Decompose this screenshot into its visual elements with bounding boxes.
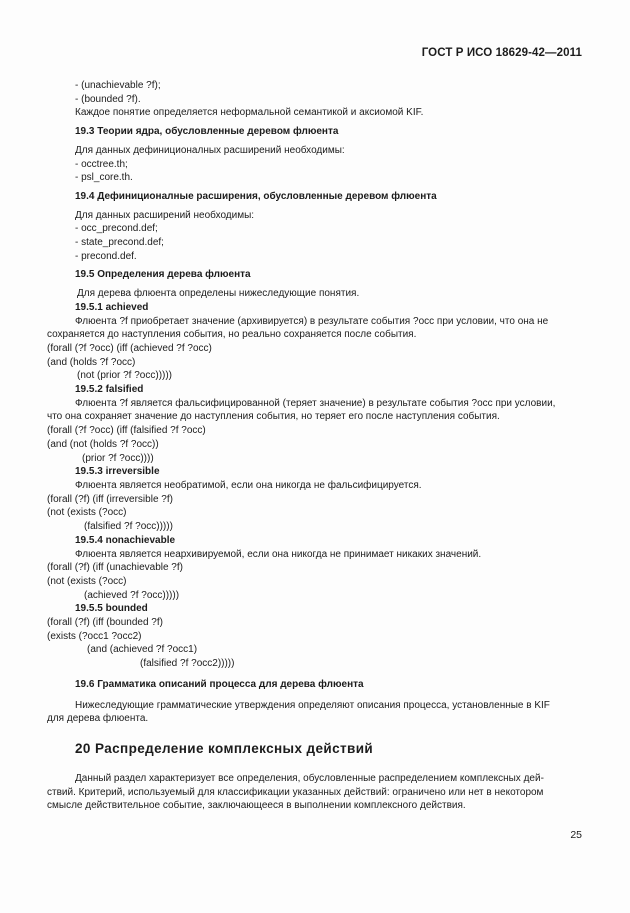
code-line: (forall (?f) (iff (irreversible ?f) xyxy=(47,493,173,505)
code-line: (not (exists (?occ) xyxy=(47,507,127,519)
section-19-6-title: 19.6 Грамматика описаний процесса для дерева флюента xyxy=(75,678,364,690)
list-item: - precond.def. xyxy=(75,250,137,262)
list-item: - psl_core.th. xyxy=(75,172,133,184)
section-20-text: ствий. Критерий, используемый для классификации указанных действий: ограничено или нет в некотором xyxy=(47,786,544,798)
page-content xyxy=(47,79,584,813)
code-line: (and (achieved ?f ?occ1) xyxy=(87,644,198,656)
code-line: (achieved ?f ?occ))))) xyxy=(84,589,180,601)
achieved-text: сохраняется до наступления события, но реально сохраняется после события. xyxy=(47,329,417,341)
bounded-heading: 19.5.5 bounded xyxy=(75,603,148,615)
code-line: (forall (?f) (iff (bounded ?f) xyxy=(47,617,163,629)
section-20-text: смысле действительное событие, заключающееся в выполнении комплексного действия. xyxy=(47,800,466,812)
section-19-3-intro: Для данных дефиниционалных расширений необходимы: xyxy=(75,144,345,156)
code-line: (falsified ?f ?occ))))) xyxy=(84,521,173,533)
list-item: - (bounded ?f). xyxy=(75,93,141,105)
section-19-4-title: 19.4 Дефиниционалные расширения, обусловленные деревом флюента xyxy=(75,190,437,202)
irreversible-heading: 19.5.3 irreversible xyxy=(75,466,160,478)
list-item: - (unachievable ?f); xyxy=(75,80,161,91)
code-line: (and (holds ?f ?occ) xyxy=(47,356,136,368)
code-line: (forall (?f ?occ) (iff (falsified ?f ?occ) xyxy=(47,425,206,437)
code-line: (and (not (holds ?f ?occ)) xyxy=(47,438,159,450)
section-19-6-text: Нижеследующие грамматические утверждения определяют описания процесса, установленные в KIF xyxy=(75,699,550,711)
section-19-3-title: 19.3 Теории ядра, обусловленные деревом флюента xyxy=(75,126,339,138)
nonachievable-text: Флюента является неархивируемой, если она никогда не принимает никаких значений. xyxy=(75,548,482,560)
achieved-text: Флюента ?f приобретает значение (архивируется) в результате события ?occ при условии, что она не xyxy=(75,315,549,327)
standard-header: ГОСТ Р ИСО 18629-42—2011 xyxy=(421,47,582,59)
falsified-text: что она сохраняет значение до наступления события, но теряет его после наступления события. xyxy=(47,411,500,423)
section-20-text: Данный раздел характеризует все определения, обусловленные распределением комплексных дей- xyxy=(75,772,544,784)
irreversible-text: Флюента является необратимой, если она никогда не фальсифицируется. xyxy=(75,479,422,491)
kif-note: Каждое понятие определяется неформальной семантикой и аксиомой KIF. xyxy=(75,107,424,119)
section-19-5-intro: Для дерева флюента определены нижеследующие понятия. xyxy=(77,288,360,300)
page-number: 25 xyxy=(570,829,582,841)
falsified-text: Флюента ?f является фальсифицированной (теряет значение) в результате события ?occ при условии, xyxy=(75,397,556,409)
achieved-heading: 19.5.1 achieved xyxy=(75,301,149,313)
code-line: (forall (?f) (iff (unachievable ?f) xyxy=(47,562,183,574)
section-20-title: 20 Распределение комплексных действий xyxy=(75,740,374,756)
code-line: (falsified ?f ?occ2))))) xyxy=(140,658,235,670)
list-item: - occtree.th; xyxy=(75,158,128,170)
code-line: (forall (?f ?occ) (iff (achieved ?f ?occ) xyxy=(47,342,212,354)
list-item: - state_precond.def; xyxy=(75,237,164,249)
falsified-heading: 19.5.2 falsified xyxy=(75,384,144,396)
nonachievable-heading: 19.5.4 nonachievable xyxy=(75,534,176,546)
section-19-5-title: 19.5 Определения дерева флюента xyxy=(75,269,251,281)
section-19-4-intro: Для данных расширений необходимы: xyxy=(75,209,255,221)
list-item: - occ_precond.def; xyxy=(75,223,158,235)
code-line: (exists (?occ1 ?occ2) xyxy=(47,630,142,642)
section-19-6-text: для дерева флюента. xyxy=(47,713,149,725)
code-line: (not (exists (?occ) xyxy=(47,575,127,587)
code-line: (not (prior ?f ?occ))))) xyxy=(77,370,173,382)
code-line: (prior ?f ?occ)))) xyxy=(82,452,154,464)
